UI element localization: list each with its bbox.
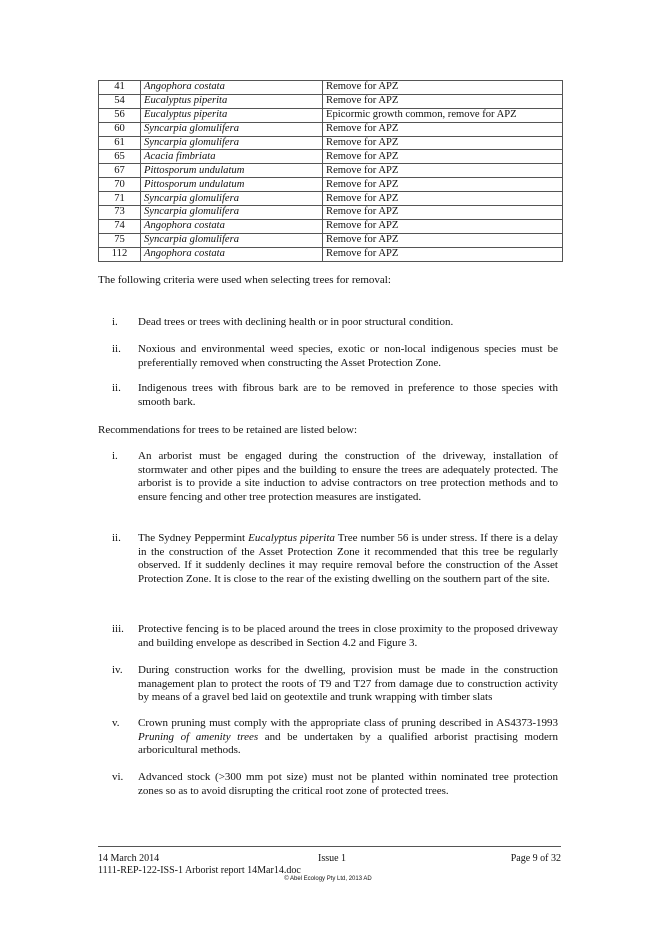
- tree-number-cell: 61: [99, 136, 141, 150]
- tree-number-cell: 73: [99, 206, 141, 220]
- action-cell: Remove for APZ: [323, 178, 563, 192]
- recommendation-text: [138, 532, 558, 586]
- criteria-intro: The following criteria were used when selecting trees for removal:: [98, 274, 391, 286]
- recommendation-item: [112, 664, 558, 705]
- recommendation-text: [138, 717, 558, 758]
- table-row: [99, 206, 563, 220]
- action-cell: Remove for APZ: [323, 192, 563, 206]
- text-segment: and be undertaken by a qualified arborist practising modern arboricultural methods.: [138, 730, 558, 757]
- list-marker: ii.: [112, 532, 121, 544]
- species-cell: Syncarpia glomulifera: [141, 233, 323, 247]
- list-marker: vi.: [112, 771, 124, 783]
- species-cell: Syncarpia glomulifera: [141, 136, 323, 150]
- tree-number-cell: 54: [99, 94, 141, 108]
- tree-number-cell: 74: [99, 219, 141, 233]
- list-marker: iv.: [112, 664, 123, 676]
- species-cell: Syncarpia glomulifera: [141, 206, 323, 220]
- list-marker: i.: [112, 450, 118, 462]
- criteria-item: [112, 343, 558, 370]
- text-segment: Crown pruning must comply with the appropriate class of pruning described in AS4373-1993: [138, 717, 558, 729]
- table-row: [99, 192, 563, 206]
- tree-number-cell: 56: [99, 108, 141, 122]
- species-cell: Angophora costata: [141, 219, 323, 233]
- recommendation-item: [112, 532, 558, 586]
- recommendation-text: Protective fencing is to be placed around the trees in close proximity to the proposed driveway and building envelope as described in Section 4.2 and Figure 3.: [138, 623, 558, 649]
- list-marker: iii.: [112, 623, 124, 635]
- species-cell: Angophora costata: [141, 81, 323, 95]
- table-row: [99, 150, 563, 164]
- table-row: [99, 108, 563, 122]
- recommendation-text: During construction works for the dwelling, provision must be made in the construction management plan to protect the roots of T9 and T27 from damage due to construction activity by means of a gravel bed laid on geotextile and trunk wrapping with timber slats: [138, 664, 558, 704]
- action-cell: Remove for APZ: [323, 150, 563, 164]
- action-cell: Remove for APZ: [323, 164, 563, 178]
- tree-removal-table: [98, 80, 563, 262]
- criteria-item: [112, 316, 558, 330]
- tree-number-cell: 71: [99, 192, 141, 206]
- action-cell: Remove for APZ: [323, 219, 563, 233]
- action-cell: Remove for APZ: [323, 122, 563, 136]
- list-marker: ii.: [112, 343, 121, 355]
- action-cell: Remove for APZ: [323, 81, 563, 95]
- recommendation-text: An arborist must be engaged during the construction of the driveway, installation of stormwater and other pipes and the building to ensure the trees are adequately protected. The arborist is to provide a site induction to advise contractors on tree protection methods and to ensure fencing and other tree protection measures are instigated.: [138, 450, 558, 503]
- footer-date: 14 March 2014: [98, 853, 160, 864]
- list-marker: i.: [112, 316, 118, 328]
- action-cell: Remove for APZ: [323, 233, 563, 247]
- species-cell: Syncarpia glomulifera: [141, 192, 323, 206]
- table-row: [99, 178, 563, 192]
- table-row: [99, 94, 563, 108]
- action-cell: Remove for APZ: [323, 94, 563, 108]
- criteria-text: Noxious and environmental weed species, exotic or non-local indigenous species must be preferentially removed when constructing the Asset Protection Zone.: [138, 343, 558, 369]
- footer-divider: [98, 846, 561, 847]
- footer-copyright: © Abel Ecology Pty Ltd, 2013 AD: [284, 876, 372, 882]
- species-name: Eucalyptus piperita: [248, 532, 335, 544]
- action-cell: Remove for APZ: [323, 136, 563, 150]
- table-row: [99, 164, 563, 178]
- table-row: [99, 136, 563, 150]
- recommendation-item: [112, 717, 558, 758]
- recommendation-item: [112, 450, 558, 504]
- species-cell: Eucalyptus piperita: [141, 94, 323, 108]
- species-cell: Pittosporum undulatum: [141, 164, 323, 178]
- table-row: [99, 81, 563, 95]
- action-cell: Remove for APZ: [323, 247, 563, 261]
- tree-number-cell: 65: [99, 150, 141, 164]
- species-cell: Syncarpia glomulifera: [141, 122, 323, 136]
- publication-title: Pruning of amenity trees: [138, 730, 259, 743]
- footer-page-number: Page 9 of 32: [510, 853, 561, 864]
- criteria-item: [112, 382, 558, 409]
- recommendation-item: [112, 623, 558, 650]
- tree-number-cell: 60: [99, 122, 141, 136]
- criteria-text: Dead trees or trees with declining health or in poor structural condition.: [138, 316, 454, 328]
- recommendations-intro: Recommendations for trees to be retained are listed below:: [98, 424, 358, 436]
- text-segment: The Sydney Peppermint: [138, 532, 249, 544]
- recommendation-text: Advanced stock (>300 mm pot size) must not be planted within nominated tree protection zones so as to avoid disrupting the critical root zone of protected trees.: [138, 771, 558, 797]
- species-cell: Pittosporum undulatum: [141, 178, 323, 192]
- list-marker: ii.: [112, 382, 121, 394]
- species-cell: Acacia fimbriata: [141, 150, 323, 164]
- footer-filename: 1111-REP-122-ISS-1 Arborist report 14Mar14.doc: [98, 865, 301, 876]
- tree-number-cell: 67: [99, 164, 141, 178]
- table-row: [99, 122, 563, 136]
- species-cell: Angophora costata: [141, 247, 323, 261]
- criteria-text: Indigenous trees with fibrous bark are to be removed in preference to those species with smooth bark.: [138, 382, 558, 408]
- footer-issue: Issue 1: [318, 853, 347, 864]
- tree-number-cell: 112: [99, 247, 141, 261]
- species-cell: Eucalyptus piperita: [141, 108, 323, 122]
- text-segment: Tree number 56 is under stress. If there is a delay in the construction of the Asset Protection Zone it recommended that this tree be regularly observed. If it suddenly declines it may require removal before the construction of the Asset Protection Zone. It is close to the rear of the existing dwelling on the southern part of the site.: [138, 532, 558, 585]
- recommendation-item: [112, 771, 558, 798]
- table-row: [99, 247, 563, 261]
- tree-number-cell: 41: [99, 81, 141, 95]
- tree-number-cell: 75: [99, 233, 141, 247]
- table-row: [99, 219, 563, 233]
- action-cell: Remove for APZ: [323, 206, 563, 220]
- list-marker: v.: [112, 717, 120, 729]
- action-cell: Epicormic growth common, remove for APZ: [323, 108, 563, 122]
- table-row: [99, 233, 563, 247]
- tree-number-cell: 70: [99, 178, 141, 192]
